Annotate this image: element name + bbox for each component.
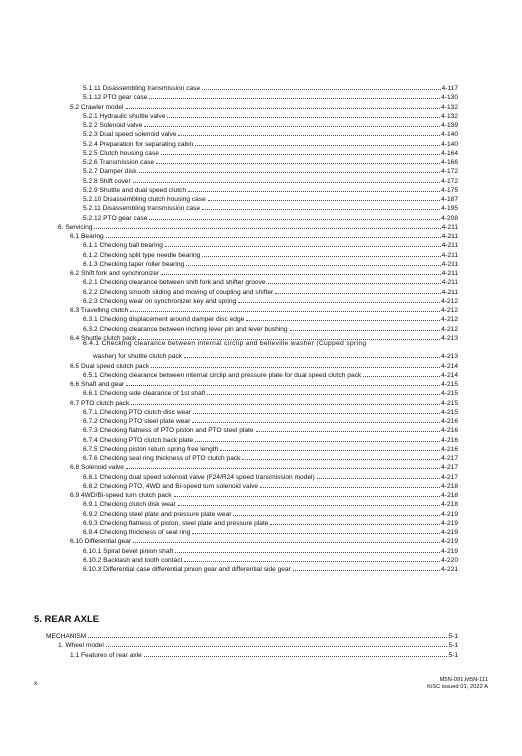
toc-entry: [83, 182, 458, 194]
toc-entry: [83, 274, 458, 287]
toc-entry: [83, 80, 458, 92]
toc-entry-title: 6.10.3 Differential case differential pinion gear and differential side gear: [83, 566, 291, 573]
toc-entry-page: 5-1: [448, 633, 458, 640]
toc-entry-title: 6.7.3 Checking flatness of PTO piston and PTO steel plate: [83, 427, 254, 435]
toc-entry-title: 6.2 Shift fork and synchronizer: [70, 270, 160, 277]
table-of-contents-rear-axle: [0, 628, 522, 659]
toc-entry: [83, 136, 458, 148]
toc-entry-page: 4-140: [441, 131, 458, 139]
toc-entry: [83, 367, 458, 379]
toc-entry-page: 4-216: [441, 427, 458, 435]
toc-entry-page: 4-212: [441, 325, 458, 333]
toc-entry: [83, 339, 458, 361]
toc-entry-page: 4-164: [441, 149, 458, 157]
toc-entry-title: 6.7.6 Checking seal ring thickness of PTO clutch pack: [83, 455, 241, 462]
toc-entry-title: 6.6 Shaft and gear: [70, 381, 125, 388]
toc-entry: [83, 385, 458, 398]
toc-entry: [83, 145, 458, 157]
toc-entry: [83, 191, 458, 203]
toc-entry-title: 6.3.2 Checking clearance between inching lever pin and lever bushing: [83, 325, 288, 333]
toc-entry: [83, 478, 458, 490]
toc-entry: [83, 117, 458, 129]
toc-entry: [83, 200, 458, 213]
toc-entry-page: 4-117: [441, 85, 458, 92]
table-of-contents: [0, 80, 522, 573]
toc-entry-page: 4-211: [441, 242, 458, 250]
toc-entry: [70, 99, 458, 111]
toc-entry: [83, 293, 458, 305]
toc-entry-title: 6.8.1 Checking dual speed solenoid valve (F24/R24 speed transmission model): [83, 473, 315, 481]
toc-entry-page: 4-219: [441, 538, 458, 546]
toc-entry-title: 5.2.10 Disassembling clutch housing case: [83, 196, 206, 203]
toc-leader-dots: [144, 647, 448, 657]
toc-entry-page: 4-132: [441, 103, 458, 111]
toc-entry-title: 5.2.1 Hydraulic shuttle valve: [83, 112, 166, 120]
toc-entry: [83, 469, 458, 481]
toc-entry-page: 4-214: [441, 371, 458, 379]
toc-entry: [83, 108, 458, 120]
toc-entry: [58, 637, 458, 650]
toc-entry: [83, 321, 458, 333]
toc-entry-page: 5-1: [448, 642, 458, 650]
footer-issued: KiSC issued 01, 2022 A: [427, 684, 488, 690]
toc-entry-title: 5.2.3 Dual speed solenoid valve: [83, 131, 177, 139]
toc-entry: [70, 358, 458, 370]
toc-entry-title: 6.7.4 Checking PTO clutch back plate: [83, 436, 194, 444]
toc-entry-page: 4-218: [441, 492, 458, 499]
toc-entry-title: 6.7.5 Checking piston return spring free length: [83, 445, 219, 453]
toc-entry-title: 5.1.12 PTO gear case: [83, 94, 148, 102]
toc-entry-page: 4-218: [441, 482, 458, 490]
toc-entry-title: 6.1.2 Checking split type needle bearing: [83, 251, 201, 259]
toc-entry-title: 5.2.2 Solenoid valve: [83, 122, 143, 129]
toc-entry-title: 6.1.1 Checking ball bearing: [83, 242, 163, 250]
toc-entry: [83, 561, 458, 573]
toc-entry-page: 4-219: [441, 547, 458, 555]
toc-entry-page: 4-213: [441, 334, 458, 342]
toc-entry-page: 4-219: [441, 519, 458, 527]
footer-info: [427, 677, 488, 691]
toc-entry: [70, 302, 458, 314]
toc-entry: [70, 265, 458, 277]
toc-entry: [70, 376, 458, 388]
toc-entry: [83, 432, 458, 444]
toc-entry-page: 4-132: [441, 112, 458, 120]
toc-entry-title: 6.10.2 Backlash and tooth contact: [83, 556, 183, 564]
toc-entry-page: 4-211: [441, 223, 458, 231]
toc-leader-dots: [293, 561, 440, 571]
toc-entry-title: 5.2.9 Shuttle and dual speed clutch: [83, 186, 187, 194]
toc-entry-title: 5.2.6 Transmission case: [83, 159, 155, 166]
toc-entry-page: 4-216: [441, 418, 458, 425]
toc-entry: [83, 237, 458, 250]
toc-entry: [83, 496, 458, 509]
toc-entry-title: 6.7 PTO clutch pack: [70, 399, 130, 407]
toc-entry: [83, 515, 458, 527]
toc-entry-title: 5.2.8 Shift cover: [83, 177, 131, 185]
toc-entry: [83, 154, 458, 166]
toc-entry: [83, 126, 458, 139]
toc-entry-title: 6.9.2 Checking steel plate and pressure plate wear: [83, 510, 232, 518]
toc-entry-page: 4-215: [441, 381, 458, 388]
toc-entry: [83, 450, 458, 462]
toc-entry-page: 4-211: [441, 288, 458, 296]
toc-entry-page: 4-166: [441, 159, 458, 166]
toc-entry: [83, 210, 458, 222]
toc-entry-page: 4-208: [441, 214, 458, 222]
toc-entry-page: 4-218: [441, 501, 458, 509]
toc-entry-title: 5.1.11 Disassembling transmission case: [83, 85, 201, 92]
toc-entry-page: 4-187: [441, 196, 458, 203]
toc-entry: [83, 89, 458, 102]
toc-entry-title: 6.10.1 Spiral bevel pinion shaft: [83, 547, 174, 555]
toc-entry-title: 6.2.1 Checking clearance between shift fork and shifter groove: [83, 279, 266, 287]
toc-entry-title: MECHANISM: [46, 633, 87, 640]
toc-entry-title: 6.1 Bearing: [70, 233, 104, 240]
toc-entry-title: 5.2.12 PTO gear case: [83, 214, 148, 222]
toc-entry-title: 5.2 Crawler model: [70, 103, 124, 111]
toc-entry-page: 4-211: [441, 251, 458, 259]
toc-entry: [83, 441, 458, 453]
toc-entry-title: 6.9.1 Checking clutch disk wear: [83, 501, 176, 509]
toc-entry-page: 4-172: [441, 177, 458, 185]
toc-entry: [83, 543, 458, 555]
toc-entry: [83, 173, 458, 185]
toc-entry-title: 6.3.1 Checking displacement around damper disc edge: [83, 316, 245, 324]
toc-entry: [83, 524, 458, 536]
toc-entry-title: 1. Wheel model: [58, 642, 104, 650]
toc-entry-title: 6.3 Travelling clutch: [70, 307, 129, 314]
toc-entry-page: 4-140: [441, 140, 458, 148]
toc-entry-title: 6.10 Differential gear: [70, 538, 132, 546]
toc-entry: [83, 506, 458, 518]
toc-entry: [70, 228, 458, 240]
toc-entry-page: 4-211: [441, 233, 458, 240]
toc-entry-title: 5.2.5 Clutch housing case: [83, 149, 159, 157]
toc-entry-title: 6.7.2 Checking PTO steel plate wear: [83, 418, 191, 425]
toc-entry-page: 4-215: [441, 399, 458, 407]
toc-entry-title: 6.8.2 Checking PTO, 4WD and Bi-speed turn solenoid valve: [83, 482, 259, 490]
toc-entry-title-continued: washer) for shuttle clutch pack: [93, 353, 183, 361]
toc-entry-page: 4-130: [441, 94, 458, 102]
toc-entry-page: 4-211: [441, 260, 458, 268]
toc-entry-page: 4-172: [441, 168, 458, 176]
toc-entry-page: 4-215: [441, 390, 458, 398]
toc-entry-page: 4-215: [441, 408, 458, 416]
toc-entry-page: 4-214: [441, 362, 458, 370]
toc-entry: [70, 395, 458, 407]
toc-entry-title: 1.1 Features of rear axle: [70, 651, 142, 659]
toc-entry: [83, 311, 458, 324]
toc-entry-title: 6.9.4 Checking thickness of seal ring: [83, 529, 191, 536]
toc-entry-title: 6.5.1 Checking clearance between internal circlip and pressure plate for dual speed clutch pack: [83, 371, 362, 379]
toc-entry-title: 5.2.11 Disassembling transmission case: [83, 205, 201, 213]
toc-entry-page: 4-211: [441, 270, 458, 277]
toc-entry: [70, 487, 458, 499]
toc-entry-page: 4-213: [441, 353, 458, 361]
toc-entry-page: 4-220: [441, 556, 458, 564]
toc-entry: [83, 256, 458, 268]
toc-entry-page: 4-216: [441, 436, 458, 444]
toc-entry-title: 6.5 Dual speed clutch pack: [70, 362, 150, 370]
toc-entry-page: 4-221: [441, 566, 458, 573]
toc-entry-page: 4-217: [441, 464, 458, 472]
toc-entry: [70, 459, 458, 472]
toc-entry-title: 6.1.3 Checking taper roller bearing: [83, 260, 185, 268]
toc-entry-page: 4-219: [441, 529, 458, 536]
toc-entry-page: 4-211: [441, 279, 458, 287]
toc-entry: [83, 413, 458, 425]
toc-entry-title: 5.2.4 Preparation for separating cabin: [83, 140, 194, 148]
toc-entry-page: 4-217: [441, 473, 458, 481]
toc-entry-title: 6.8 Solenoid valve: [70, 464, 124, 472]
toc-entry-page: 4-216: [441, 445, 458, 453]
toc-entry-title: 6. Servicing: [58, 223, 93, 231]
toc-entry-page: 4-212: [441, 297, 458, 305]
toc-entry-page: 4-219: [441, 510, 458, 518]
section-heading: 5. REAR AXLE: [34, 614, 100, 625]
toc-entry: [83, 422, 458, 435]
toc-entry: [83, 247, 458, 259]
toc-entry-title: 6.9.3 Checking flatness of piston, steel plate and pressure plate: [83, 519, 269, 527]
toc-entry-page: 4-212: [441, 307, 458, 314]
toc-entry-title: 6.7.1 Checking PTO clutch disc wear: [83, 408, 191, 416]
toc-entry-page: 4-217: [441, 455, 458, 462]
toc-entry: [83, 284, 458, 296]
toc-entry: [83, 552, 458, 564]
toc-entry-page: 4-139: [441, 122, 458, 129]
toc-entry-title: 6.9 4WD/Bi-speed turn clutch pack: [70, 492, 172, 499]
toc-entry-page: 4-212: [441, 316, 458, 324]
toc-entry: [46, 628, 458, 640]
toc-entry-title: 6.4 Shuttle clutch pack: [70, 334, 137, 342]
toc-entry-page: 4-195: [441, 205, 458, 213]
toc-entry-page: 4-175: [441, 186, 458, 194]
footer-page-number: x: [34, 680, 38, 687]
toc-entry: [83, 404, 458, 416]
toc-entry-title: 6.2.2 Checking smooth sliding and moving of coupling and shifter: [83, 288, 274, 296]
toc-entry-page: 5-1: [448, 651, 458, 659]
toc-entry-title: 6.6.1 Checking side clearance of 1st shaft: [83, 390, 206, 398]
toc-entry: [58, 219, 458, 231]
toc-entry-title: 6.4.1 Checking clearance between internal circlip and belleville washer (Cupped spring: [83, 340, 367, 347]
toc-entry: [70, 330, 458, 342]
footer-model: M5N-091,M5N-111: [439, 677, 488, 683]
toc-entry-title: 6.2.3 Checking wear on synchronizer key and spring: [83, 297, 237, 305]
toc-entry-title: 5.2.7 Damper disk: [83, 168, 137, 176]
toc-entry: [70, 647, 458, 659]
toc-entry: [83, 163, 458, 176]
toc-entry: [70, 533, 458, 546]
